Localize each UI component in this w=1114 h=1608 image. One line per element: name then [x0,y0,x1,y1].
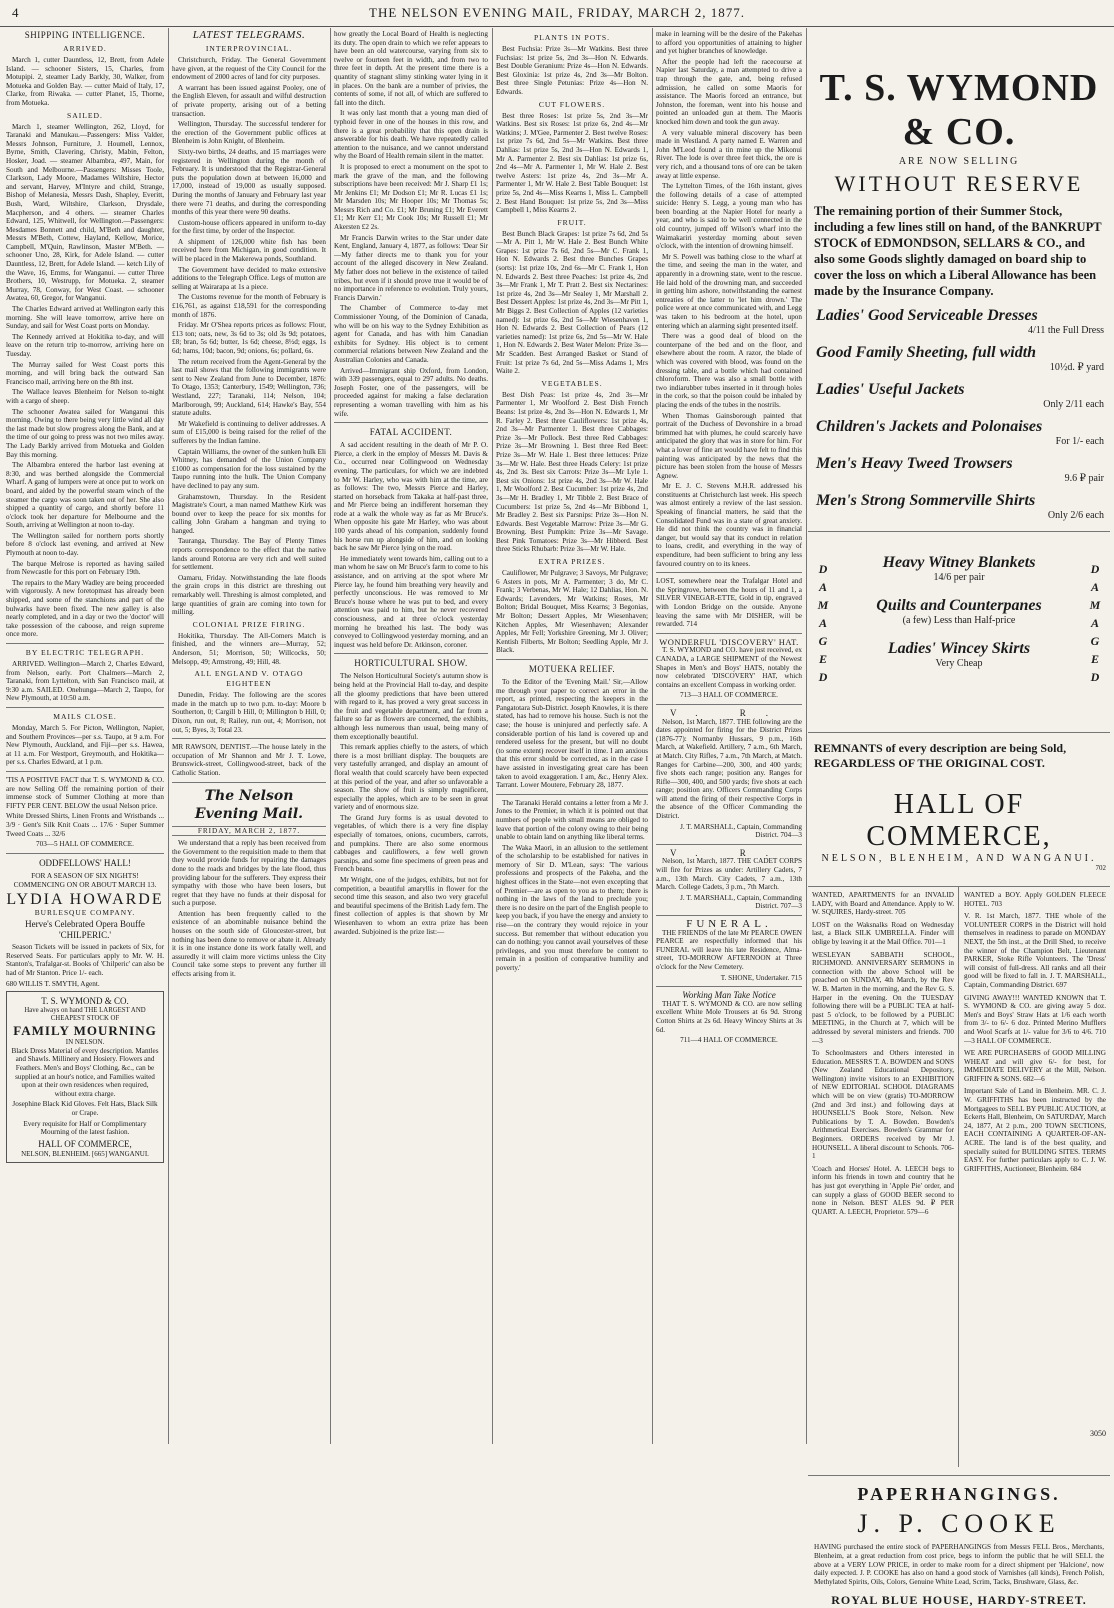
burlesque-company: BURLESQUE COMPANY. [34,907,136,917]
telegram: Hokitika, Thursday. The All-Comers Match is finished, and the winners are—Murray, 52; Anderson, 51; Morrison, 50; Willcocks, 50; Melsopp, 49; Armstrong, 49; Hill, 48. [172,631,326,666]
damaged-label-right [1088,562,1102,688]
mails-text: Monday, March 5. For Picton, Wellington, Napier, and Southern Provinces—per s.s. Taupo, at 9 a.m. For New Plymouth, Auckland, and Fiji—per s.s. Hawea, at 11 a.m. For Westport, Greymouth, and Hokitika—per s.s. Charles Edward, at 1 p.m. [6,723,164,767]
news-paragraph: The Waka Maori, in an allusion to the settlement of the scholarship to be established for natives in memory of Sir D. M'Lean, says: 'The various professions and prospects of the Pakeha, and the highest offices in the State—not even excepting that of Premier—are as open to you as to them; there is nothing in the laws of the land to preclude you; there is no desire on the part of the English people to keep you back, if you have the energy and anxiety to rise—on the contrary they would rejoice in your success. But remember that without education you can do nothing; you cannot avail yourselves of these privileges, and you must therefore be content to remain in a position of comparative humility and poverty.' [496,843,648,972]
subheading-cricket-match: ALL ENGLAND V. OTAGO EIGHTEEN [194,669,304,689]
shipping-paragraph: The Wellington sailed for northern ports shortly before 8 o'clock last evening, and arrived at New Plymouth at noon to-day. [6,531,164,558]
price-jackets: Only 2/11 each [1043,399,1104,410]
damaged-letter: A [1090,616,1099,630]
divider [656,572,802,573]
item-childrens: Children's Jackets and Polonaises [816,418,1043,435]
telegram: Friday. Mr O'Shea reports prices as follows: Flour, £13 ton; oats, new, 3s 6d to 3s; old 3s 9d; potatoes, £8; bran, 5s 6d; butter, 1s 6d; cheese, 8½d; eggs, 1s 6d; hams, 10d; bacon, 9d; onions, 6s; pollard, 6s. [172,321,326,355]
lydia-howarde: LYDIA HOWARDE [6,890,164,908]
divider [656,844,802,845]
news-paragraph: The Chamber of Commerce to-day met Commissioner Young, of the Dominion of Canada, who will be on his way to the Sydney Exhibition as agent for Canada, and has with him Canadian exhibits for Sydney. His object is to cement commercial relations between New Zealand and the Australian Colonies and Canada. [334,304,488,364]
damaged-letter: G [818,634,828,648]
damaged-price-quilts: (a few) Less than Half-price [902,615,1016,626]
item-sheeting: Good Family Sheeting, full width [816,344,1037,361]
section-heading-motueka: MOTUEKA RELIEF. [528,664,616,674]
small-ad: LOST on the Waksnalks Road on Wednesday last, a Black SILK UMBRELLA. Finder will oblige by leaving it at the Mail Office. 701—1 [812,920,954,946]
news-paragraph: It is proposed to erect a monument on the spot to mark the grave of the man, and the following subscriptions have been received: Mr J. Sharp £1 1s; Mr Jenkins £1; Mr Dodson £1; Mr R. Lucas £1 1s; Mr Marsden 10s; Mr Hooper 10s; Mr Thomas 5s; Messrs Rich and Co. £1; Mr Bruning £1; Mr Everett £1; Mr Kerr £1; Mr Cook 10s; Mr Russell £1; Mr Akersten £2 2s. [334,162,488,232]
news-paragraph: Arrived—Immigrant ship Oxford, from London, with 339 passengers, equal to 297 adults. No deaths. Joseph Foster, one of the passengers, will be proceeded against for making a false declaration representing a woman travelling with him as his wife. [334,366,488,418]
news-paragraph: This remark applies chiefly to the asters, of which there is a most brilliant display. The bouquets are very tastefully arranged, and display an amount of floral wealth that could scarcely have been expected at this period of the year, and after so unfavorable a season. The show of fruit is simply magnificent, especially the apples, which are to be seen in great variety and of enormous size. [334,743,488,812]
telegram: Oamaru, Friday. Notwithstanding the late floods the grain crops in this district are threshing out remarkably well. Threshing is almost completed, and large quantities of grain are coming into town for milling. [172,573,326,617]
shipping-paragraph: The Charles Edward arrived at Wellington early this morning. She will leave tomorrow, arrive here on Sunday, and sail for West Coast ports on Monday. [6,305,164,331]
small-ad: Important Sale of Land in Blenheim. MR. C. J. W. GRIFFITHS has been instructed by the Mortgagees to SELL BY PUBLIC AUCTION, at Eckerts Hall, Blenheim, On SATURDAY, March 24, 1877, At 2 p.m., 200 TOWN SECTIONS, EACH CONTAINING A QUARTER-OF-AN-ACRE. The land is of the best quality, and specially suited for BUILDING SITES. TERMS EASY. For further particulars apply to C. J. W. GRIFFITHS, Auctioneer, Blenheim. 684 [964,1087,1106,1173]
section-heading-horticultural: HORTICULTURAL SHOW. [354,658,468,669]
wymond-advertisement [808,30,1110,1607]
paper-title: The Nelson Evening Mail. [194,787,304,822]
telegram: A shipment of 126,000 white fish has been received here from Michigan, in good condition. It will be placed in the Makerewa ponds, Southland. [172,237,326,264]
price-trowsers: 9.6 ₽ pair [1064,473,1104,484]
divider [496,794,648,795]
news-paragraph: A sad accident resulting in the death of Mr P. O. Pierce, a clerk in the employ of Messrs M. Davis & Co., occurred near Collingwood on Wednesday evening. The particulars, for which we are indebted to Mr W. Harley, who was with him at the time, are as follows: The two, Messrs Pierce and Harley, started on horseback from Takaka at half-past three, and Mr Pierce being an indifferent horseman they rode at a walk the whole way as far as Mr Bruce's. When opposite his gate Mr Harley, who was about 100 yards ahead of his companion, suddenly found his horse run up alongside of him, and on looking back he saw Mr Pierce lying on the road. [334,441,488,553]
telegram: The Government have decided to make extensive additions to the Telegraph Office. Legs of mutton are selling at Wairarapa at 1s a piece. [172,265,326,291]
news-paragraph: He immediately went towards him, calling out to a man whom he saw on Mr Bruce's farm to come to his assistance, and on arriving at the spot where Mr Pierce lay, he found him breathing very heavily and perfectly unconscious. He was removed to Mr Bruce's house where he was put to bed, and every attention was paid to him, but he never recovered consciousness, and at three o'clock yesterday morning he breathed his last. The body was conveyed to Collingwood yesterday morning, and an inquest was held before Dr. Atkinson, coroner. [334,554,488,649]
damaged-goods-box [808,531,1110,733]
small-ad: WANTED a BOY. Apply GOLDEN FLEECE HOTEL. 703 [964,891,1106,908]
price-dresses: 4/11 the Full Dress [1027,325,1104,336]
royal-blue-house: ROYAL BLUE HOUSE, HARDY-STREET. [831,1592,1087,1607]
divider [6,643,164,644]
news-paragraph: The Grand Jury forms is as usual devoted to vegetables, of which there is a very fine display especially of tomatoes, onions, cucumbers, carrots, and pumpkins. There are also some enormous cabbages and cauliflowers, a few well grown parsnips, and some fine specimens of green peas and French beans. [334,813,488,874]
item-shirts: Men's Strong Sommerville Shirts [816,492,1036,509]
news-paragraph: There was a good deal of blood on the counterpane of the bed and on the floor, and elsewhere about the room. A razor, the blade of which was covered with blood, was found on the dressing table, and a bottle which had contained chloroform. There was also a small bottle with two indiarubber tubes inserted in it through holes in the cork, so that the poison could be inhaled by placing the ends of the tubes in the nostrils. [656,332,802,409]
column-rule [168,28,169,1444]
arrived-list: March 1, cutter Dauntless, 12, Brett, from Adele Island. — schooner Sisters, 15, Charles, from Motupipi. 2, steamer Lady Barkly, 30, Walker, from Motueka and Golden Bay. — cutter Maid of Italy, 17, Clarke, from Riwaka. — cutter Planet, 15, Thorne, from Motueka. [6,56,164,107]
telegram: Dunedin, Friday. The following are the scores made in the match up to two p.m. to-day: Moore b Southerton, 0; Cargill b Hill, 0; Millington b Hill, 0; Dixon, run out, 8; Railey, run out, 4; Morrison, not out, 5; Byes, 3; Total 23. [172,691,326,734]
item-jackets: Ladies' Useful Jackets [816,381,965,398]
divider [656,633,802,634]
masthead-title: THE NELSON EVENING MAIL, FRIDAY, MARCH 2, 1877. [369,5,745,20]
season-line: FOR A SEASON OF SIX NIGHTS! COMMENCING ON OR ABOUT MARCH 13. [13,870,157,889]
discovery-hat-heading: WONDERFUL 'DISCOVERY' HAT. [659,636,799,647]
advert-positive-fact: 'TIS A POSITIVE FACT that T. S. WYMOND & CO. are now Selling Off the remaining portion of their immense stock of Summer Clothing at more than FIFTY PER CENT. BELOW the usual Nelson price. [6,775,164,810]
mourning-gloves: Josephine Black Kid Gloves. Felt Hats, Black Silk or Crape. [12,1100,158,1117]
advert-prices: White Dressed Shirts, Linen Fronts and Wristbands ... 3/9 · Gent's Silk Knit Coats ... 17/6 · Super Summer Tweed Coats ... 32/6 [6,812,164,838]
lost-notice: LOST, somewhere near the Trafalgar Hotel and the Springrove, between the hours of 11 and 1, a SILVER VINEGAR-ETTE, Gold in tip, engraved with London Bridge on the outside. Anyone leaving the same with Mr DISHER, will be rewarded. 714 [656,577,802,629]
damaged-letter: E [1090,652,1099,666]
herve-chilperic: Herve's Celebrated Opera Bouffe 'CHILPERIC.' [25,919,145,941]
small-ads-left [812,891,954,1461]
news-paragraph: The Lyttelton Times, of the 16th instant, gives the following details of a case of attempted suicide: Henry S. Legg, a young man who has been boarding at the Napier Hotel for nearly a year, and who is said to be well connected in the old country, jumped off Wilson's wharf into the Waimakariri yesterday morning about seven o'clock, with the intention of drowning himself. [656,182,802,251]
hall-places: NELSON, BLENHEIM, AND WANGANUI. [821,853,1097,864]
discovery-hat-text: T. S. WYMOND and CO. have just received, ex CANADA, a LARGE SHIPMENT of the Newest Shapes in Men's and Boys' HATS, notably the now celebrated 'DISCOVERY' HAT, which contains an excellent Compass in working order. [656,646,802,689]
rawson-notice: MR RAWSON, DENTIST.—The house lately in the occupation of Mr Shannon and Mr J. T. Lowe, Brunswick-street, Collingwood-street, back of the Catholic Station. [172,743,326,777]
oddfellows-heading: ODDFELLOWS' HALL! [39,857,131,868]
telegram: Christchurch, Friday. The General Government have given, at the request of the City Council for the endowment of 2000 acres of land for city purposes. [172,56,326,82]
paper-date: FRIDAY, MARCH 2, 1877. [172,826,326,837]
page-number: 4 [12,5,19,20]
damaged-item-skirts: Ladies' Wincey Skirts [887,640,1031,657]
column-rule [958,887,959,1467]
damaged-item-blankets: Heavy Witney Blankets [882,554,1036,571]
price-childrens: For 1/- each [1055,436,1104,447]
shipping-paragraph: The barque Melrose is reported as having sailed from Newcastle for this port on February 19th. [6,559,164,577]
shipping-paragraph: The Kennedy arrived at Hokitika to-day, and will leave on the return trip to-morrow, arriving here on Tuesday. [6,332,164,358]
damaged-items [838,554,1080,669]
shipping-paragraph: The Albambra entered the harbor last evening at 8:30, and was berthed alongside the Commercial Wharf. A gang of lumpers were at once put to work on board, and aided by the powerful steam winch of the steamer the cargo was soon taken out of her. She also shipped a quantity of cargo, and shortly before 11 o'clock took her departure for Melbourne and the South, arriving at Wellington at noon to-day. [6,461,164,530]
subheading-prize-firing: COLONIAL PRIZE FIRING. [192,619,306,629]
news-paragraph: how greatly the Local Board of Health is neglecting its duty. The open drain to which we refer appears to have been an old watercourse, varying from six to twelve or fourteen feet in width, and from two to three feet in depth. At the present time there is a quantity of stagnant slimy stinking water lying in it in places. On the bank are a number of privies, the contents of some, if not all, of which are suffered to fall into the ditch. [334,30,488,107]
column-prize-list [496,30,648,1442]
subheading-arrived: ARRIVED. [63,44,107,53]
subheading-interprovincial: INTERPROVINCIAL. [205,44,293,53]
news-paragraph: The Taranaki Herald contains a letter from a Mr J. Jones to the Premier, in which it is pointed out that numbers of people with small means are obliged to leave that portion of the colony owing to their being unable to obtain land on anything like liberal terms. [496,798,648,842]
tickets-text: Season Tickets will be issued in packets of Six, for Reserved Seats. For particulars apply to Mr. W. H. Stanton's, Trafalgar-st. Books of 'Chilperic' can also be had of Mr Stanton. Price 1/- each. [6,943,164,978]
news-paragraph: make in learning will be the desire of the Pakehas to afford you opportunities of attaining to higher and yet higher branches of knowledge. [656,30,802,56]
advert-family-mourning [6,991,164,1163]
vr-crest: V. R. [669,707,789,718]
advert-signature: 713—3 HALL OF COMMERCE. [680,691,778,700]
prize-list: Best Fuchsia: Prize 3s—Mr Watkins. Best three Fuchsias: 1st prize 5s, 2nd 3s—Hon N. Edwards. Best Double Geranium: Prize 4s—Hon N. Edwards. Best Gloxinia: 1st prize 4s, 2nd 3s—Mr Bolton. Best three Single Petunias: Prize 4s—Hon N. Edwards. [496,45,648,96]
damaged-price-blankets: 14/6 per pair [933,572,985,583]
telegram: Captain Williams, the owner of the sunken hulk Eli Whitney, has demanded of the Union Company £1000 as compensation for the loss sustained by the Taupo running into the hulk. The Union Company have declined to pay any sum. [172,447,326,490]
small-ad: To Schoolmasters and Others interested in Education. MESSRS T. A. BOWDEN and SONS (New Zealand Educational Depository, Wellington) invite visitors to an EXHIBITION of NEW EDITORIAL SCHOOL DIAGRAMS which will be on view (gratis) TO-MORROW (2nd and 3rd inst.) and following days at HOUNSELL'S Book Store, Nelson. New Publications by T. A. Bowden. Bowden's Arithmetical Exercises. Bowden's Grammar for Beginners. ORDERS received by Mr J. HOUNSELL. A liberal discount to Schools. 706-1 [812,1049,954,1161]
column-shipping [6,30,164,1442]
funeral-notice: THE FRIENDS of the late Mr PEARCE OWEN PEARCE are respectfully informed that his FUNERAL will leave his late Residence, Alma-street, TO-MORROW AFTERNOON at Three o'clock for the New Cemetery. [656,928,802,971]
divider [6,707,164,708]
telegram: Grahamstown, Thursday. In the Resident Magistrate's Court, a man named Matthew Kirk was bound over to keep the peace for six months for calling John Graham a hangman and trying to hanged. [172,492,326,535]
news-paragraph: It was only last month that a young man died of typhoid fever in one of the houses in this row, and there is a great probability that this open drain is answerable for his death. We have repeatedly called attention to the nuisance, and we cannot understand why the Board of Health remain silent in the matter. [334,109,488,161]
small-ad: GIVING AWAY!!! WANTED KNOWN that T. S. WYMOND & CO. are giving away 5 doz. Men's and Boys' Straw Hats at 1/6 each worth from 3/- to 6/- 6 doz. Printed Merino Mufflers and Wool Scarfs at 1/- value for 3/6 to 4/6. 710—3 HALL OF COMMERCE. [964,993,1106,1045]
advert-signature: 703—5 HALL OF COMMERCE. [36,840,134,849]
divider [6,853,164,854]
divider [172,738,326,739]
damaged-letter: D [818,562,828,576]
section-heading-shipping: SHIPPING INTELLIGENCE. [24,30,146,40]
divider [496,659,648,660]
subheading-telegraph: BY ELECTRIC TELEGRAPH. [25,648,145,657]
telegram: Mr Wakefield is continuing to deliver addresses. A sum of £15,000 is being raised for the relief of the sufferers by the Indian famine. [172,419,326,445]
damaged-label-left [816,562,830,688]
telegram: Tauranga, Thursday. The Bay of Plenty Times reports correspondence to the effect that the native lands around Rotorua are very rich and well suited for settlement. [172,537,326,572]
subheading-sailed: SAILED. [67,110,103,120]
news-paragraph: Mr E. J. C. Stevens M.H.R. addressed his constituents at Christchurch last week. His speech was almost entirely a review of the last session. Speaking of financial matters, he said that the Consolidated Fund was in a state of great anxiety. He did not think the country was in financial danger, but would say that its conduct in relation to loans, credit, and everything in the way of expenditure, had been sufficient to bring any less favoured country on to its knees. [656,482,802,568]
small-ad: WANTED, APARTMENTS for an INVALID LADY, with Board and Attendance. Apply to W. W. SQUIRES, Hardy-street. 705 [812,891,954,917]
vr-crest: V. R. [669,847,789,858]
shipping-paragraph: The schooner Awatea sailed for Wanganui this morning. Owing to there being very little wind all day the last made but slow progress along the Bank, and at the time of our going to press was not two miles away. The Lady Barkly arrived from Motueka and Golden Bay this morning. [6,407,164,459]
news-paragraph: Mr Francis Darwin writes to the Star under date Kent, England, January 4, 1877, as follows: 'Dear Sir—My father directs me to thank you for your account of the alleged discovery in New Zealand. My father does not believe in the existence of tailed tribes, but even if it should prove true it would be of no importance in reference to evolution. Truly yours, Francis Darwin.' [334,233,488,302]
telegram: Custom-house officers appeared in uniform to-day for the first time, by order of the Inspector. [172,218,326,236]
mourning-places: NELSON, BLENHEIM. [665] WANGANUI. [21,1149,149,1158]
telegram: The Customs revenue for the month of February is £16,761, as against £18,591 for the corresponding month of 1876. [172,293,326,319]
subheading-cut-flowers: CUT FLOWERS. [538,99,606,109]
sailed-list: March 1, steamer Wellington, 262, Lloyd, for Taranaki and Manukau.—Passengers: Miss Valder, Messrs Johnson, Furniture, J. Houmell, Lennox, Byrne, Smith, Clavering, Christy, Mabin, Felton, Hosker, Joad. — steamer Albambra, 497, Main, for South and Melbourne.—Passengers: Misses Toole, Clarkson, Lady Moore, Madames Wiltshire, Hector and servant, Harvey, M'Intyre and child, Strange, Bishop of Melanesia, Messrs Dash, Shapley, Everitt, Bush, Ward, Wiltshire, Clarkson, Drysdale, Macpherson, and 4 others. — steamer Charles Edward, 125, Whitwell, for Wellington.—Passengers: Mesdames Bonnett and child, M'Beth and daughter, Messrs M'Beth, Cottew, Hayland, Kellow, Morice, Campbell, M'Quin, Rawlinson, Master M'Beth. — schooner Uno, 28, Kirk, for Adele Island. — cutter Dauntless, 12, Brett, for Adele Island. — ketch Lily of the Wave, 16, Emms, for Wanganui. — cutter Three Brothers, 10, Westrupp, for Motueka. 2, steamer Murray, 78, Conway, for West Coast. — schooner Awatea, 60, Gregor, for Wanganui. [6,122,164,303]
damaged-price-skirts: Very Cheap [935,658,983,669]
prize-firing-notice: Nelson, 1st March, 1877. THE following are the dates appointed for firing for the District Prizes (1876-77): Normanby Hussars, 9 p.m., 16th March, at Wakefield. Artillery, 7 a.m., 6th March, at Match. City Rifles, 7 a.m., 7th March, at Match. Ranges for Carbine—200, 300, and 400 yards; five shots each range; position any. Ranges for Rifle—300, 400, and 500 yards; five shots at each range; position any. Officers Commanding Corps will attend the firing of their respective Corps in the absence of the Officer Commanding the District. [656,717,802,821]
advert-number: 702 [1095,864,1106,872]
prize-list: Best three Roses: 1st prize 5s, 2nd 3s—Mr Watkins. Best six Roses: 1st prize 6s, 2nd 4s—Mr Watkins; J. M'Gee, Parmenter 2. Best twelve Roses: 1st prize 7s 6d, 2nd 5s—Mr Watkins. Best three Dahlias: 1st prize 5s, 2nd 3s—Hon N. Edwards 1, Mr A. Parmenter 2. Best six Dahlias: 1st prize 6s, 2nd 4s—Mr A. Parmenter 1, Mr W. Hale 2. Best twelve Asters: 1st prize 4s, 2nd 3s—Mr A. Parmenter 1, Mr W. Hale 2. Best Table Bouquet: 1st prize 5s, 2nd 4s—Miss Kearns 1, Miss L. Campbell 2. Best Hand Bouquet: 1st prize 5s, 2nd 3s—Miss Campbell 1, Miss Kearns 2. [496,111,648,215]
section-heading-fatal-accident: FATAL ACCIDENT. [369,427,453,438]
subheading-mails: MAILS CLOSE. [53,711,117,721]
shipping-paragraph: The repairs to the Mary Wadley are being proceeded with vigorously. A new foretopmast has already been shipped, and some of the stanchions and part of the bulwarks have been fixed. The new galley is also nearly completed, and in a day or two the 'doctor' will take possession of the caboose, and reign supreme once more. [6,578,164,639]
small-ad: 'Coach and Horses' Hotel. A. LEECH begs to inform his friends in town and country that he has just got everything in 'Apple Pie' order, and can supply a glass of GOOD BEER second to none in Nelson. BEST ALES 9d. ₽ PER QUART. A. LEECH, Proprietor. 579—6 [812,1164,954,1216]
prize-list: Best Dish Peas: 1st prize 4s, 2nd 3s—Mr Parmenter 1, Mr Woolford 2. Best Dish French Beans: 1st prize 4s, 2nd 3s—Hon N. Edwards 1, Mr R. Farley 2. Best three Cauliflowers: 1st prize 4s, 2nd 3s—Mr Parmenter 1. Best three Cabbages: Prize 3s—Mr Pollock. Best three Red Cabbages: Prize 3s—Mr Browning 1. Best three Red Beet: Prize 3s—Mr W. Hale 1. Best three lettuces: Prize 3s—Mr W. Hale. Best three Heads Celery: 1st prize 4s, 2nd 3s. Best six Carrots: Prize 3s—Mr Lyle 1. Best six Onions: 1st prize 4s, 2nd 3s—Mr W. Hale 1, Mr Woolford 2. Best Cucumber: 1st prize 4s, 2nd 3s—Mr H. Bradley 1, Mr Tibble 2. Best Brace of Cucumbers: 1st prize 5s, 2nd 4s—Mr Bibbond 1, Mr Bradley 2. Best six Parsnips: Prize 3s—Hon N. Edwards. Best Vegetable Marrow: Prize 3s—Mr G. Browning. Best Pumpkin: Prize 3s—Mr Savage. Best Pink Tomatoes: Prize 3s—Mr Hibberd. Best three Sticks Rhubarb: Prize 3s—Mr W. Hale. [496,390,648,554]
damaged-letter: A [1090,580,1099,594]
small-ad: V. R. 1st March, 1877. THE whole of the VOLUNTEER CORPS in the District will hold themselves in readiness to parade on MONDAY NEXT, the 5th inst., at the Drill Shed, to receive the winner of the Champion Belt, Lieutenant PARKER, Stoke Rifle Volunteers. The 'Dress' will consist of full-dress. All ranks and all their good will be fixed to fall in. J. T. MARSHALL, Captain, Commanding District. 697 [964,912,1106,989]
telegram: The return received from the Agent-General by the last mail shows that the following immigrants were sent to New Zealand from June to December, 1876: To Otago, 1353; Canterbury, 1549; Wellington, 736; Westland, 227; Taranaki, 114; Nelson, 104; Marlborough, 99; Auckland, 614; Hawke's Bay, 554 statute adults. [172,357,326,418]
item-dresses: Ladies' Good Serviceable Dresses [816,307,1038,324]
column-notices [656,30,802,1442]
working-man-heading: Working Man Take Notice [682,990,776,1001]
news-paragraph: Mr Wright, one of the judges, exhibits, but not for competition, a beautiful amaryllis in flower for the second time this season, and also two very graceful and beautiful specimens of the British Lady fern. The finest collection of apples is that shown by Mr Wiesenhaven to whom an extra prize has been awarded. Subjoined is the prize list:— [334,876,488,936]
telegraph-text: ARRIVED. Wellington—March 2, Charles Edward, from Nelson, early. Port Chalmers—March 2, Taranaki, from Lyttelton, with San Francisco mail, at 9:30 a.m. SAILED. Onehunga—March 2, Taupo, for New Plymouth, at 10:50 a.m. [6,660,164,703]
edition-number: 3050 [1090,1429,1106,1438]
news-paragraph: After the people had left the racecourse at Napier last Saturday, a man attempted to drive a trap through the gate, and, being refused admission, he called on some Maoris for assistance. The Maoris forced an entrance, but Johnston, the foreman, went into his house and pointed an unloaded gun at them. The Maoris knocked him down and took the gun away. [656,57,802,126]
damaged-letter: E [818,652,827,666]
telegram: A warrant has been issued against Pooley, one of the English Eleven, for assault and wilful destruction of private property, arising out of a betting transaction. [172,83,326,118]
small-ad: WESLEYAN SABBATH SCHOOL, RICHMOND. ANNIVERSARY SERMONS in connection with the above School will be preached on SUNDAY, 4th March, by the Rev W. B. Marten in the morning, and the Rev G. S. Harper in the evening. On the TUESDAY following there will be a PUBLIC TEA at half-past 5 o'clock, to be followed by a PUBLIC MEETING, in the Church at 7, which will be addressed by several ministers and friends. 700—3 [812,950,954,1045]
subheading-vegetables: VEGETABLES. [541,378,603,388]
price-shirts: Only 2/6 each [1047,510,1104,521]
small-ad: WE ARE PURCHASERS of GOOD MILLING WHEAT and will give 6/- for best, for IMMEDIATE DELIVERY at the Mill, Nelson. GRIFFIN & SONS. 682—6 [964,1049,1106,1083]
damaged-letter: D [1090,562,1100,576]
divider [656,986,802,987]
agent-signature: 680 WILLIS T. SMYTH, Agent. [6,979,100,988]
news-paragraph: When Thomas Gainsborough painted that portrait of the Duchess of Devonshire in a broad brimmed hat with plumes, he could scarcely have anticipated the glory that was in store for him. For what a lover of fine art would have felt to find this painting was anticipated by the news that the picture has been stolen from the house of Messrs Agnew. [656,411,802,480]
advert-signature: 711—4 HALL OF COMMERCE. [680,1036,778,1045]
small-ads-right [964,891,1106,1461]
divider [334,422,488,423]
item-trowsers: Men's Heavy Tweed Trowsers [816,455,1013,472]
divider [172,782,326,783]
letter-text: To the Editor of the 'Evening Mail.' Sir,—Allow me through your paper to correct an error in the report, as printed, respecting the keepers in the Pangatotara Sub-District. Joseph Knowles, it is there stated, has had to remove his house. Such is not the case; the house is uninjured and perfectly safe. A considerable portion of his land is covered up and rendered useless for the present, but will no doubt (to some extent) recover itself in time. I am anxious that this error should be corrected, as in the case I have assisted in investigating great care has been taken to avoid exaggeration. I am, &c., Henry Alex. Tarrant. Lower Moutere, February 28, 1877. [496,678,648,790]
damaged-letter: M [817,598,829,612]
subheading-fruit: FRUIT. [557,217,587,227]
damaged-letter: A [818,616,827,630]
masthead [0,0,1114,27]
damaged-letter: G [1090,634,1100,648]
now-selling: ARE NOW SELLING [898,156,1020,167]
damaged-item-quilts: Quilts and Counterpanes [876,597,1042,614]
damaged-letter: M [1089,598,1101,612]
divider [6,771,164,772]
divider [656,704,802,705]
funeral-heading: FUNERAL. [686,918,772,930]
prize-list: Best Bunch Black Grapes: 1st prize 7s 6d, 2nd 5s—Mr A. Pitt 1, Mr W. Hale 2. Best Bunch White Grapes: 1st prize 7s 6d, 2nd 5s—Mr C. Frank 1, Hon N. Edwards 2. Best three Bunches Grapes (sorts): 1st prize 10s, 2nd 6s—Mr C. Frank 1, Hon N. Edwards 2. Best three Peaches: 1st prize 4s, 2nd 3s—Mr Frank 1, Mr T. Pratt 2. Best six Nectarines: 1st prize 4s, 2nd 3s—Mr Sealey 1, Mr Marshall 2. Best Dessert Apples: 1st prize 4s, 2nd 3s—Mr Pitt 1, Mr Biggs 2. Best Collection of Apples (12 varieties named): 1st prize 6s, 2nd 5s—Mr Wiesenhaven 1, Hon N. Edwards 2. Best Collection of Pears (12 varieties named): 1st prize 6s, 2nd 5s—Mr W. Hale 1, Hon N. Edwards 2. Best Water Melon: Prize 3s—Mr Scadden. Best Arranged Basket or Stand of Fruit: 1st prize 7s 6d, 2nd 5s—Miss Adams 1, Mrs Waite 2. [496,229,648,376]
small-ads-grid [808,886,1110,1467]
column-rule [492,28,493,1444]
telegram: Wellington, Thursday. The successful tenderer for the erection of the Government public offices at Blenheim is John Knight, of Blenheim. [172,120,326,146]
notice-signature: J. T. MARSHALL, Captain, Commanding District. 707—3 [680,893,802,911]
subheading-extra-prizes: EXTRA PRIZES. [538,557,606,567]
price-sheeting: 10½d. ₽ yard [1049,362,1104,373]
remnants-text: REMNANTS of every description are being Sold, REGARDLESS OF THE ORIGINAL COST. [814,741,1067,770]
mourning-title: FAMILY MOURNING [13,1023,157,1039]
news-paragraph: Mr S. Powell was bathing close to the wharf at the time, and seeing the man in the water, and apparently in a drowning state, went to the rescue. He laid hold of the drowning man, and succeeded in getting him ashore, notwithstanding the earnest entreaties of the latter to 'let him drown.' The police were at once communicated with, and Legg was taken to his bedroom at the hotel, upon entering which an alarming sight presented itself. [656,252,802,330]
mourning-firm: T. S. WYMOND & CO. [41,996,129,1007]
damaged-letter: A [818,580,827,594]
cadet-notice: Nelson, 1st March, 1877. THE CADET CORPS will fire for Prizes as under: Artillery Cadets, 7 a.m., 13th March. City Cadets, 7 a.m., 13th March. College Cadets, 3 p.m., 7th March. [656,857,802,892]
without-reserve: WITHOUT RESERVE [834,171,1084,196]
editorial: Attention has been frequently called to the existence of an abominable nuisance behind the houses on the south side of Gloucester-street, but nothing has been done to remove or abate it. Already it is in one instance done its work fatally well, and assuredly it will claim more victims unless the City Council take some steps to prevent any further ill effects arising from it. [172,909,326,979]
mourning-items: Black Dress Material of every description. Mantles and Shawls. Millinery and Hosiery. Flowers and Feathers. Men's and Boys' Clothing, &c., can be supplied at an hour's notice, and Families waited upon at their own residences when required, without extra charge. [11,1046,159,1098]
subheading-plants: PLANTS IN POTS. [534,33,610,42]
hall-of-commerce: HALL OF COMMERCE, [866,789,1052,852]
column-telegrams [172,30,326,1442]
wymond-body: The remaining portion of their Summer Stock, including a few lines still on hand, of the BANKRUPT STOCK of EDMONDSON, SELLARS & CO., and also some Goods slightly damaged on board ship to cover the loss on which a Liberal Allowance has been made by the Insurance Company. [814,204,1102,298]
editorial: We understand that a reply has been received from the Government to the requisition made to them that they would provide funds for repairing the damages done to the roads and bridges by the late flood, thus providing labour for the sufferers. They express their sympathy with those who have been losers, but regret that they have no funds at their disposal for such a purpose. [172,839,326,908]
prize-list: Cauliflower, Mr Pulgrave; 3 Savoys, Mr Pulgrave; 6 Asters in pots, Mr A. Parmenter; 3 do, Mr C. Frank; 3 Verbenas, Mr W. Hale; 12 Dahlias, Hon. N. Edwards; Lavenders, Mr Watkins; Roses, Mr Bolton; Bridal Bouquet, Miss Kearns; 3 Begonias, Mr Bolton; Dessert Apples, Mr Wiesenhaven; Kitchen Apples, Mr Wiesenhaven; Alexander Apples, Mr Fell; Yorkshire Greening, Mr J. Oliver; Kentish Filberts, Mr Bolton; Seedling Apple, Mr J. Black. [496,569,648,655]
paperhangings-heading: PAPERHANGINGS. [808,1475,1110,1505]
section-heading-telegrams: LATEST TELEGRAMS. [192,29,306,41]
shipping-paragraph: The Murray sailed for West Coast ports this morning, and will bring back the outward San Francisco mail, arriving here on the 8th inst. [6,360,164,386]
column-rule [806,28,807,1444]
column-rule [330,28,331,1444]
notice-signature: J. T. MARSHALL, Captain, Commanding District. 704—3 [680,822,802,840]
wymond-firm-title: T. S. WYMOND & CO. [819,67,1099,153]
cooke-body: HAVING purchased the entire stock of PAPERHANGINGS from Messrs FELL Bros., Merchants, Blenheim, at a great reduction from cost price, begs to inform the public that he will SELL the above at a VERY LOW PRICE, in order to make room for a direct shipment per 'Halcione', now daily expected. J. P. COOKE has also on hand a good stock of Varnishes (all kinds), French Polish, Methylated Spirits, Oils, Colors, Genuine White Lead, Scrim, Tacks, Brushware, Glass, &c. [814,1543,1104,1587]
undertaker-signature: T. SHONE, Undertaker. 715 [720,973,802,982]
column-news [334,30,488,1442]
news-paragraph: A very valuable mineral discovery has been made in Westland. A party named E. Warren and John M'Leod found a tin mine up the Mikonui River. The lode is over three feet thick, the ore is very rich, and a thousand tons of ore can be taken away at little expense. [656,128,802,180]
telegram: Sixty-two births, 24 deaths, and 15 marriages were registered in Wellington during the month of February. It is understood that the Registrar-General puts the population down at between 16,000 and 17,000, instead of 19,000 as usually supposed. During the months of January and February last year there were 71 deaths, and during the corresponding months of this year there were 90 deaths. [172,147,326,217]
cooke-name: J. P. COOKE [857,1509,1061,1538]
divider [656,915,802,916]
column-rule [652,28,653,1444]
damaged-letter: D [818,670,828,684]
damaged-letter: D [1090,670,1100,684]
working-man-text: THAT T. S. WYMOND & CO. are now selling excellent White Mole Trousers at 6s 9d. Strong Cotton Shirts at 2s 6d. Heavy Wincey Shirts at 3s 6d. [656,999,802,1034]
mourning-requisite: Every requisite for Half or Complimentary Mourning of the latest fashion. [23,1119,147,1137]
news-paragraph: The Nelson Horticultural Society's autumn show is being held at the Provincial Hall to-day, and despite all the gloomy predictions that have been uttered with regard to it, has proved a very great success in the fruit and vegetable department, and far from a failure so far as flowers are concerned, the exhibits, although less numerous than usual, being many of them exceptionally beautiful. [334,672,488,741]
divider [334,653,488,654]
mourning-hall: HALL OF COMMERCE, [38,1138,132,1149]
mourning-in: IN NELSON. [65,1038,105,1047]
shipping-paragraph: The Wallace leaves Blenheim for Nelson to-night with a cargo of sheep. [6,388,164,405]
mourning-keep: Have always on hand THE LARGEST AND CHEAPEST STOCK OF [24,1007,146,1023]
